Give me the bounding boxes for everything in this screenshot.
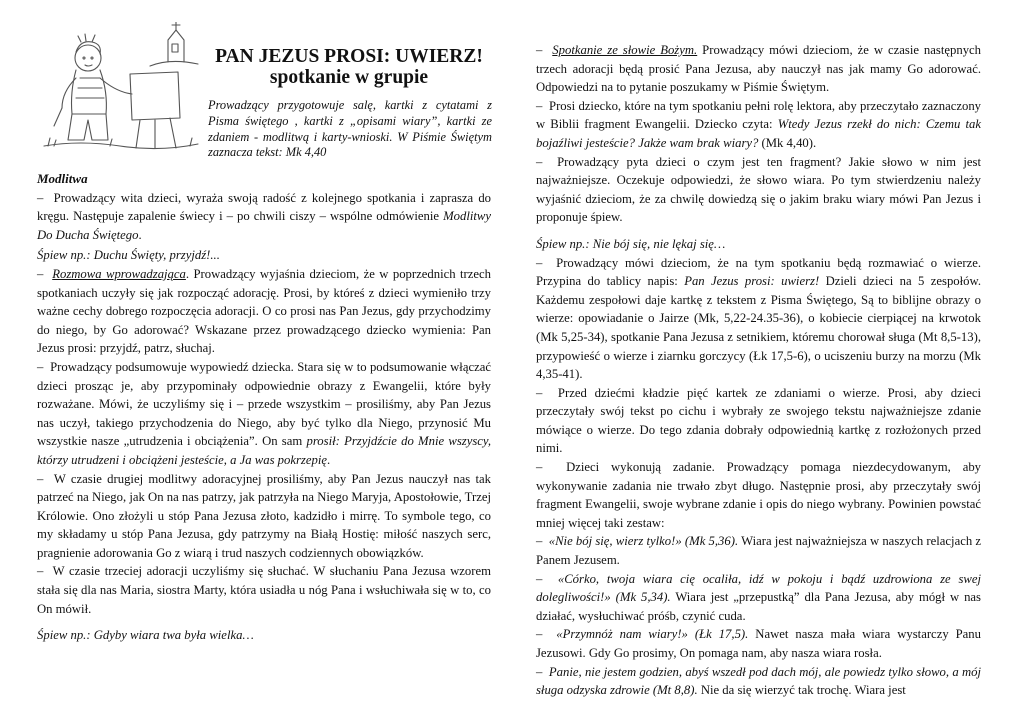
paragraph-intro-talk xyxy=(37,265,491,358)
section-label-intro-talk: Rozmowa wprowadzająca xyxy=(52,266,186,281)
page-subtitle: spotkanie w grupie xyxy=(269,67,429,88)
song-suggestion-3: Śpiew np.: Nie bój się, nie lękaj się… xyxy=(536,236,726,251)
header-block xyxy=(206,46,492,161)
list-item-quote-3 xyxy=(536,625,981,662)
paragraph-task: – Dzieci wykonują zadanie. Prowadzący pomaga niezdecydowanym, aby wykonywanie zadania nie trwało zbyt długo. Następnie prosi, aby przeczytały swój fragment Ewangelii, swoje wybrane zdanie i opis do niego wybrany. Powinien powstać mniej więcej taki zestaw: xyxy=(536,458,981,532)
paragraph-text: Prowadzący wita dzieci, wyraża swoją radość z kolejnego spotkania i zaprasza do kręgu. Następuje zapalenie świecy i – po chwili ciszy – wspólne odmówienie xyxy=(37,190,492,224)
paragraph-groups xyxy=(536,254,981,384)
list-item-quote-4 xyxy=(536,663,981,700)
paragraph-text: Prowadzący mówi dzieciom, że w czasie następnych trzech adoracji będą prosić Pana Jezusa, aby nauczył nas jak mamy Go adorować. Odpowiedzi na to pytanie poszukamy w Piśmie Świętym. xyxy=(536,43,982,95)
paragraph-end: . xyxy=(327,452,331,467)
quote-explanation: Nie da się wierzyć tak trochę. Wiara jest xyxy=(697,683,906,698)
scripture-reference: (Mk 4,40). xyxy=(758,135,817,150)
left-body xyxy=(0,170,512,645)
right-body xyxy=(512,41,1024,700)
list-item-quote-2 xyxy=(536,570,981,626)
paragraph-text: Prowadzący podsumowuje wypowiedź dziecka. Stara się w to podsumowanie włączać dzieci prosząc je, aby przypominały odpowiednie obrazy z Ewangelii, które były rozważane. Mówi, że uczyliśmy się i – przede wszystkim – prosiliśmy, aby Pan Jezus nas uczył, takiego przychodzenia do Niego, aby być tylko dla Niego, przynosić Mu wszystkie nasze „utrudzenia i obciążenia”. On sam xyxy=(37,359,491,449)
paragraph-greeting xyxy=(37,189,491,245)
scripture-quote: Wtedy Jezus rzekł do nich: Czemu tak bojaźliwi jesteście? Jakże wam brak wiary? xyxy=(536,117,982,150)
quote-explanation: Wiara jest „przepustką” dla Pana Jezusa, aby mógł w nas działać, wysłuchiwać próśb, czynić cuda. xyxy=(536,590,981,623)
paragraph-text: . Prowadzący wyjaśnia dzieciom, że w poprzednich trzech spotkaniach uczyły się jak rozpocząć adorację. Prosi, by któreś z dzieci wymieniło trzy ważne cechy dobrego rozpoczęcia adoracji. O co prosi nas Pan Jezus, gdy przychodzimy do niego, by Go adorować? Wskazane przez prowadzącego dziecko wymienia: Pan Jezus prosi: przyjdź, patrz, słuchaj. xyxy=(37,266,491,356)
paragraph-third-adoration: – W czasie trzeciej adoracji uczyliśmy się słuchać. W słuchaniu Pana Jezusa wzorem stała się dla nas Maria, siostra Marty, która usiadła u nóg Pana i wsłuchiwała się w to, co On mówił. xyxy=(37,562,491,618)
paragraph-text: Prowadzący mówi dzieciom, że na tym spotkaniu będą rozmawiać o wierze. Przypina do tablicy napis: xyxy=(536,255,982,289)
section-label-word-of-god: Spotkanie ze słowie Bożym. xyxy=(552,43,698,57)
board-caption: Pan Jezus prosi: uwierz! xyxy=(684,274,820,289)
paragraph-end: . xyxy=(138,227,142,242)
scripture-quote: «Nie bój się, wierz tylko!» (Mk 5,36). xyxy=(548,534,739,549)
paragraph-cards: – Przed dziećmi kładzie pięć kartek ze zdaniami o wierze. Prosi, aby dzieci przeczytały swój tekst po cichu i wybrały ze swojego tekstu najważniejsze zdanie mówiące o wierze. Do tego zdania dobrały odpowiednią kartkę z rozłożonych przed nimi. xyxy=(536,384,981,458)
page-title: PAN JEZUS PROSI: UWIERZ! xyxy=(215,46,483,67)
paragraph-word-of-god xyxy=(536,41,981,97)
paragraph-summary xyxy=(37,358,491,470)
scripture-quote: Panie, nie jestem godzien, abyś wszedł pod dach mój, ale powiedz tylko słowo, a mój sługa odzyska zdrowie (Mt 8,8). xyxy=(536,664,982,698)
paragraph-text-continued: Dzieli dzieci na 5 zespołów. Każdemu zespołowi daje kartkę z tekstem z Pisma Świętego, Są to biblijne obrazy o wierze: opowiadanie o Jairze (Mk, 5,22-24.35-36), o kobiecie cierpiącej na krwotok (Mk 5,25-34), spotkanie Pana Jezusa z setnikiem, któremu chorował sługa (Mt 8,5-13), przypowieść o wierze i ziarnku gorczycy (Łk 17,5-6), o uciszeniu burzy na morzu (Mk 4,35-41). xyxy=(536,274,982,382)
paragraph-question: – Prowadzący pyta dzieci o czym jest ten fragment? Jakie słowo w nim jest najważniejsze. Oczekuje odpowiedzi, że słowo wiara. Po tym stwierdzeniu należy wyjaśnić dzieciom, że za chwilę dowiedzą się o jakim braku wiary mówi Pan Jezus i proponuje śpiew. xyxy=(536,153,981,227)
song-suggestion-2: Śpiew np.: Gdyby wiara twa była wielka… xyxy=(37,628,254,643)
scripture-quote: prosił: Przyjdźcie do Mnie wszyscy, którzy utrudzeni i obciążeni jesteście, a Ja was pokrzepię xyxy=(37,434,491,467)
child-drawing-illustration xyxy=(40,22,200,154)
intro-text: Prowadzący przygotowuje salę, kartki z cytatami z Pisma świętego , kartki z „opisami wiary”, kartki ze zdaniem - modlitwą i karty-wnioski. W Piśmie Świętym zaznacza tekst: Mk 4,40 xyxy=(208,98,492,160)
paragraph-text: Prosi dziecko, które na tym spotkaniu pełni rolę lektora, aby przeczytało zaznaczony w Biblii fragment Ewangelii. Dziecko czyta: xyxy=(536,98,982,132)
scripture-quote: «Córko, twoja wiara cię ocaliła, idź w pokoju i bądź uzdrowiona ze swej dolegliwości!» (Mk 5,34). xyxy=(536,571,982,605)
paragraph-reading xyxy=(536,97,981,153)
scripture-quote: «Przymnóż nam wiary!» (Łk 17,5). xyxy=(556,627,749,642)
song-suggestion-1: Śpiew np.: Duchu Święty, przyjdź!... xyxy=(37,248,220,263)
section-title-modlitwa: Modlitwa xyxy=(37,171,88,186)
paragraph-second-adoration: – W czasie drugiej modlitwy adoracyjnej prosiliśmy, aby Pan Jezus nauczył nas tak patrzeć na Niego, jak On na nas patrzy, jak patrzyła na Niego Maryja, Apostołowie, Trzej Królowie. Ono złożyli u stóp Pana Jezusa złoto, kadzidło i mirrę. To symbole tego, co my składamy u stóp Pana Jezusa, gdy patrzymy na Białą Hostię: miłość naszych serc, pragnienie adorowania Go z wiarą i trud naszych codziennych obowiązków. xyxy=(37,470,491,563)
list-item-quote-1 xyxy=(536,532,981,569)
quote-explanation: Wiara jest najważniejsza w naszych relacjach z Panem Jezusem. xyxy=(536,534,982,568)
prayer-name: Modlitwy Do Ducha Świętego xyxy=(37,209,491,242)
quote-explanation: Nawet nasza mała wiara wystarczy Panu Jezusowi. Gdy Go prosimy, On pomaga nam, aby nasza wiara rosła. xyxy=(536,627,981,660)
